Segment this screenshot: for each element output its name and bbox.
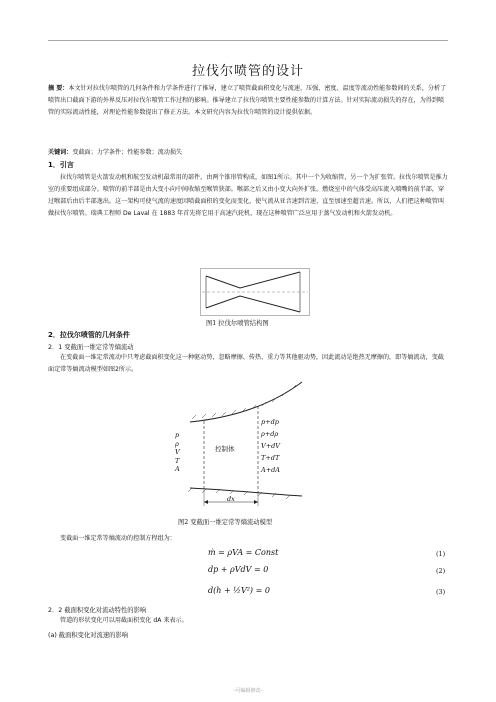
abstract-text: 本文针对拉伐尔喷管的几何条件和力学条件进行了推导，建立了喷管截面积变化与流速、压强、密度、温度等流动性能参数间的关系，分析了喷管出口截面下游的外界反压对拉伐尔喷管工作过程的影响。推导建立了拉伐尔喷管主要性能参数的计算方法。针对实际流动损失的存在，为得到喷管的实际流动性能，对理论性能参数提出了修正方法。本文研究内容为拉伐尔喷管的设计提供依据。: [48, 85, 447, 116]
section1-text: 拉伐尔喷管是火箭发动机和航空发动机最常用的部件，由两个锥形管构成，如图1所示。其中一个为收缩管，另一个为扩张管。拉伐尔喷管是推力室的重要组成部分。喷管的前半部是由大变小向中间收缩至喉管狭部。喉部之后又由小变大向外扩张。燃烧室中的气体受高压流入喷嘴的前半部，穿过喉部后由后半部逸出。这一架构可使气流的速度因喷截面积的变化而变化，使气流从亚音速到音速，直至加速至超音速。所以，人们把这种喷管叫做拉伐尔喷管。瑞典工程师 De Laval 在 1883 年首先将它用于高速汽轮机，现在这种喷管广泛应用于蒸气发动机和火箭发动机。: [48, 174, 448, 217]
abstract-label: 摘 要：: [48, 85, 69, 92]
abstract: [48, 83, 448, 119]
fig2-control-volume-label: 控制体: [215, 445, 235, 453]
fig2-label-A: A: [175, 465, 180, 473]
equation-3: d(h + ½V²) = 0: [208, 586, 270, 595]
fig2-left-labels: [175, 431, 180, 474]
page-footer: -可编辑修改-: [233, 688, 263, 694]
fig2-lower-hatch: [188, 488, 290, 499]
fig2-upper-hatch: [192, 385, 296, 419]
section2-1-text: 在变截面一维定常流动中只考虑截面积变化这一种驱动势，忽略摩擦、传热、重力等其他驱动势，因此流动是绝热无摩擦的，即等熵流动，变截面定常等熵流动模型如图2所示。: [48, 354, 444, 373]
fig2-label-rho: ρ: [175, 439, 179, 448]
section2-heading: 2．拉伐尔喷管的几何条件: [48, 331, 130, 339]
fig2-label-A-dA: A+dA: [261, 466, 280, 474]
section2-2-heading: 2．2 截面积变化对流动特性的影响: [48, 607, 147, 614]
fig2-lower-wall: [190, 488, 302, 496]
keywords: [48, 147, 448, 159]
section2-1-heading: 2．1 变截面一维定常等熵流动: [48, 344, 134, 351]
figure2-caption: 图2 变截面一维定常等熵流动模型: [178, 519, 273, 526]
keywords-label: 关键词：: [48, 149, 73, 156]
fig2-label-V-dV: V+dV: [261, 442, 280, 450]
header-rule: [48, 40, 448, 41]
figure1-nozzle: [200, 268, 310, 316]
fig2-label-T-dT: T+dT: [261, 454, 280, 462]
section2-2-item-a: (a) 截面积变化对流速的影响: [48, 632, 129, 639]
equation-1-number: (1): [436, 550, 446, 558]
fig2-label-p-dp: p+dp: [261, 418, 279, 426]
nozzle-lower-wall: [206, 296, 300, 312]
section1-heading: 1．引言: [48, 161, 74, 169]
fig2-dx-arrow-left: [204, 500, 208, 504]
equations-intro: 变截面一维定常等熵流动的控制方程组为：: [60, 535, 176, 542]
fig2-right-labels: [261, 416, 280, 476]
fig2-label-p: p: [175, 431, 180, 439]
figure1-caption: 图1 拉伐尔喷管结构图: [206, 320, 269, 327]
fig2-label-T: T: [175, 456, 180, 465]
section2-2-text: 管道的形状变化可以用截面积变化 dA 来表示。: [60, 617, 188, 624]
figure2-control-volume: [170, 378, 310, 510]
fig2-upper-wall: [190, 382, 302, 422]
page-title: 拉伐尔喷管的设计: [191, 64, 304, 79]
keywords-text: 变截面；力学条件；性能参数；流动损失: [72, 149, 183, 156]
equation-2-number: (2): [436, 567, 446, 575]
equation-3-number: (3): [436, 588, 446, 596]
equation-2: dp + ρVdV = 0: [208, 565, 269, 574]
fig2-label-rho-drho: ρ+dρ: [261, 430, 279, 438]
fig2-dx-arrow-right: [254, 500, 258, 504]
equation-1: ṁ = ρVA = Const: [208, 548, 279, 557]
nozzle-upper-wall: [206, 272, 300, 288]
fig2-dx-label: dx: [227, 495, 235, 503]
fig2-label-V: V: [175, 448, 180, 456]
